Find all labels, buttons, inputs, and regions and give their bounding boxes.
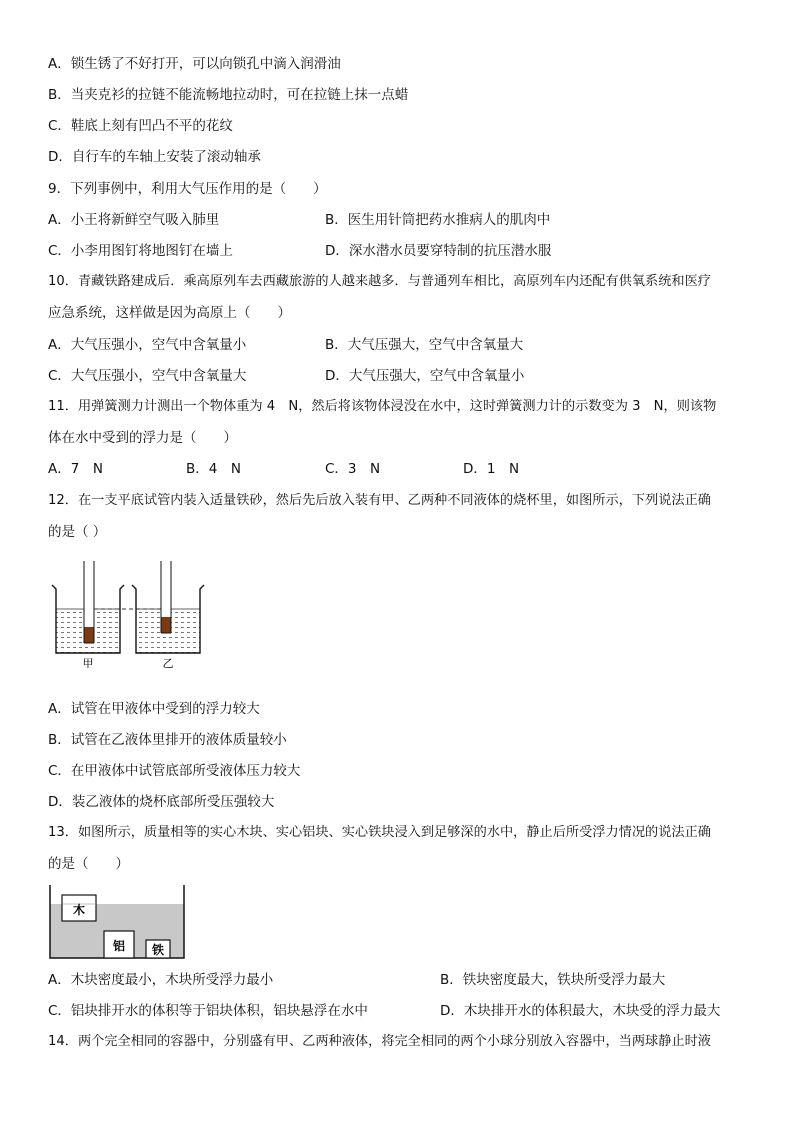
q11-stem-line2: 体在水中受到的浮力是（ ） — [48, 430, 237, 446]
q9-option-c: C．小李用图钉将地图钉在墙上 — [48, 243, 233, 259]
q12-option-b: B．试管在乙液体里排开的液体质量较小 — [48, 732, 287, 748]
q13-stem-line2: 的是（ ） — [48, 856, 129, 872]
q13-option-d: D．木块排开水的体积最大，木块受的浮力最大 — [440, 1003, 721, 1019]
iron-block — [146, 940, 170, 958]
q12-option-a: A．试管在甲液体中受到的浮力较大 — [48, 701, 260, 717]
q12-option-c: C．在甲液体中试管底部所受液体压力较大 — [48, 763, 301, 779]
beaker-yi — [132, 561, 204, 670]
wood-block — [62, 895, 96, 921]
q10-option-a: A．大气压强小，空气中含氧量小 — [48, 337, 247, 353]
q13-option-b: B．铁块密度最大，铁块所受浮力最大 — [440, 972, 666, 988]
q13-option-c: C．铝块排开水的体积等于铝块体积，铝块悬浮在水中 — [48, 1003, 368, 1019]
q9-option-a: A．小王将新鲜空气吸入肺里 — [48, 212, 220, 228]
q8-option-d: D．自行车的车轴上安装了滚动轴承 — [48, 149, 261, 165]
beaker-jia — [52, 561, 124, 670]
q13-option-a: A．木块密度最小，木块所受浮力最小 — [48, 972, 274, 988]
wood-label: 木 — [72, 903, 86, 917]
q8-option-c: C．鞋底上刻有凹凸不平的花纹 — [48, 118, 233, 134]
q13-figure-container — [48, 883, 188, 963]
q11-option-d: D．1 N — [463, 461, 520, 477]
q12-option-d: D．装乙液体的烧杯底部所受压强较大 — [48, 794, 275, 810]
q10-option-c: C．大气压强小，空气中含氧量大 — [48, 368, 247, 384]
aluminum-label: 铝 — [112, 939, 126, 953]
q9-option-b: B．医生用针筒把药水推病人的肌肉中 — [325, 212, 551, 228]
iron-label: 铁 — [151, 943, 165, 957]
q13-stem-line1: 13．如图所示，质量相等的实心木块、实心铝块、实心铁块浸入到足够深的水中，静止后所受浮力情况的说法正确 — [48, 825, 711, 840]
q8-option-a: A．锁生锈了不好打开，可以向锁孔中滴入润滑油 — [48, 56, 341, 72]
q9-stem: 9．下列事例中，利用大气压作用的是（ ） — [48, 181, 327, 197]
figure-label-yi: 乙 — [162, 657, 174, 670]
test-tube-jia — [84, 561, 94, 643]
q14-stem-line1: 14．两个完全相同的容器中，分别盛有甲、乙两种液体，将完全相同的两个小球分别放入容器中，当两球静止时液 — [48, 1034, 711, 1049]
test-tube-yi — [161, 561, 171, 633]
q10-stem-line2: 应急系统，这样做是因为高原上（ ） — [48, 305, 291, 321]
q10-option-d: D．大气压强大，空气中含氧量小 — [325, 368, 525, 384]
q12-stem-line1: 12．在一支平底试管内装入适量铁砂，然后先后放入装有甲、乙两种不同液体的烧杯里，如图所示，下列说法正确 — [48, 493, 711, 508]
q12-figure-beakers — [48, 555, 208, 675]
q11-option-b: B．4 N — [186, 461, 241, 477]
figure-label-jia: 甲 — [82, 657, 94, 670]
q8-option-b: B．当夹克衫的拉链不能流畅地拉动时，可在拉链上抹一点蜡 — [48, 87, 409, 103]
aluminum-block — [104, 931, 134, 958]
q11-option-a: A．7 N — [48, 461, 103, 477]
q12-stem-line2: 的是（ ） — [48, 524, 107, 540]
q11-option-c: C．3 N — [325, 461, 381, 477]
q10-stem-line1: 10．青藏铁路建成后．乘高原列车去西藏旅游的人越来越多．与普通列车相比，高原列车内还配有供氧系统和医疗 — [48, 274, 711, 289]
q10-option-b: B．大气压强大，空气中含氧量大 — [325, 337, 524, 353]
q11-stem-line1: 11．用弹簧测力计测出一个物体重为 4 N，然后将该物体浸没在水中，这时弹簧测力计的示数变为 3 N，则该物 — [48, 399, 717, 414]
q9-option-d: D．深水潜水员要穿特制的抗压潜水服 — [325, 243, 552, 259]
